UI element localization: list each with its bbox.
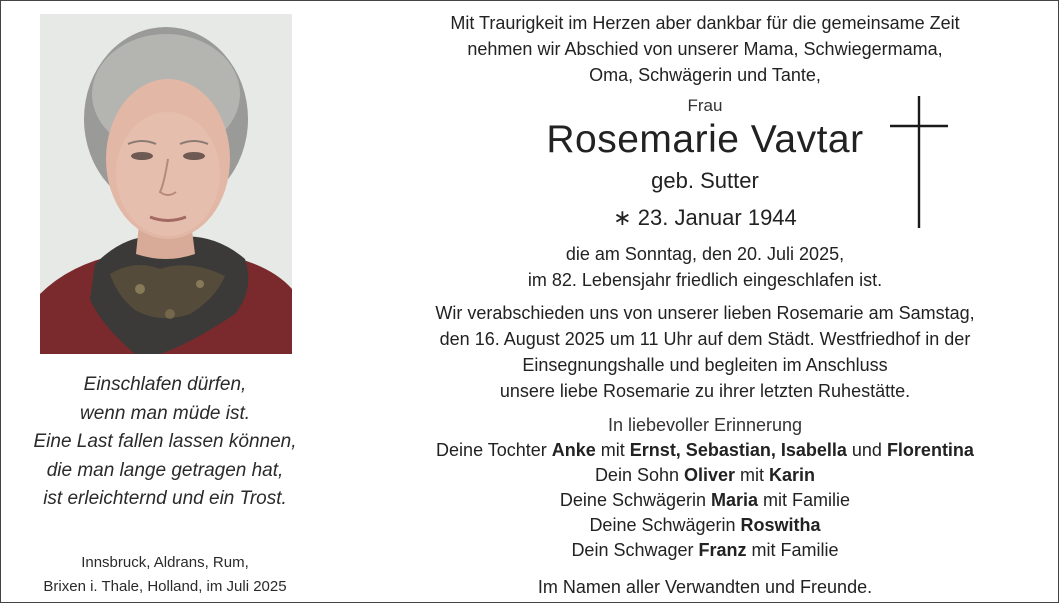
poem-line: ist erleichternd und ein Trost. (43, 488, 287, 509)
family-relation-text: mit Familie (758, 490, 851, 510)
family-relation-text: und (846, 440, 887, 460)
poem-line: die man lange getragen hat, (46, 459, 284, 481)
poem (0, 371, 330, 514)
place-line: Brixen i. Thale, Holland, im Juli 2025 (43, 578, 287, 595)
poem-line: wenn man müde ist. (79, 402, 251, 424)
portrait-photo (40, 14, 292, 354)
intro-line: Mit Traurigkeit im Herzen aber dankbar für die gemeinsame Zeit (450, 13, 960, 33)
funeral-line: den 16. August 2025 um 11 Uhr auf dem Städt. Westfriedhof in der (439, 329, 971, 349)
place-and-date (0, 551, 330, 599)
birth-star-icon: ∗ (613, 205, 632, 230)
closing-line: Im Namen aller Verwandten und Freunde. (537, 577, 873, 597)
funeral-line: Einsegnungshalle und begleiten im Anschluss (522, 355, 888, 375)
family-member-name: Florentina (886, 440, 974, 460)
memory-heading: In liebevoller Erinnerung (607, 415, 803, 435)
family-line (380, 440, 1030, 461)
family-member-name: Franz (698, 540, 747, 560)
family-member-name: Ernst, Sebastian, Isabella (629, 440, 847, 460)
family-line (380, 465, 1030, 486)
family-relation-text: mit (735, 465, 770, 485)
family-relation-text: Deine Schwägerin (559, 490, 712, 510)
family-relation-text: Deine Tochter (436, 440, 552, 460)
funeral-line: unsere liebe Rosemarie zu ihrer letzten Ruhestätte. (499, 381, 911, 401)
intro-line: Oma, Schwägerin und Tante, (589, 65, 821, 85)
salutation: Frau (687, 96, 723, 115)
family-member-name: Oliver (684, 465, 736, 485)
family-relation-text: mit (595, 440, 630, 460)
place-line: Innsbruck, Aldrans, Rum, (81, 554, 249, 571)
maiden-name: geb. Sutter (651, 168, 759, 193)
family-relation-text: Dein Sohn (594, 465, 684, 485)
deceased-name: Rosemarie Vavtar (546, 118, 864, 161)
funeral-line: Wir verabschieden uns von unserer lieben Rosemarie am Samstag, (435, 303, 975, 323)
family-relation-text: mit Familie (746, 540, 839, 560)
family-line (380, 515, 1030, 536)
cross-icon (890, 96, 948, 228)
poem-line: Einschlafen dürfen, (83, 374, 247, 395)
family-member-name: Roswitha (740, 515, 821, 535)
poem-line: Eine Last fallen lassen können, (33, 431, 297, 452)
family-member-name: Anke (551, 440, 596, 460)
family-member-name: Maria (711, 490, 759, 510)
family-line (380, 490, 1030, 511)
birth-date: 23. Januar 1944 (637, 205, 797, 230)
family-member-name: Karin (769, 465, 816, 485)
family-line (380, 540, 1030, 561)
left-column (0, 0, 330, 603)
family-relation-text: Deine Schwägerin (589, 515, 741, 535)
death-line: im 82. Lebensjahr friedlich eingeschlafen ist. (527, 270, 883, 290)
death-line: die am Sonntag, den 20. Juli 2025, (565, 244, 845, 264)
family-relation-text: Dein Schwager (571, 540, 699, 560)
intro-line: nehmen wir Abschied von unserer Mama, Schwiegermama, (467, 39, 943, 59)
